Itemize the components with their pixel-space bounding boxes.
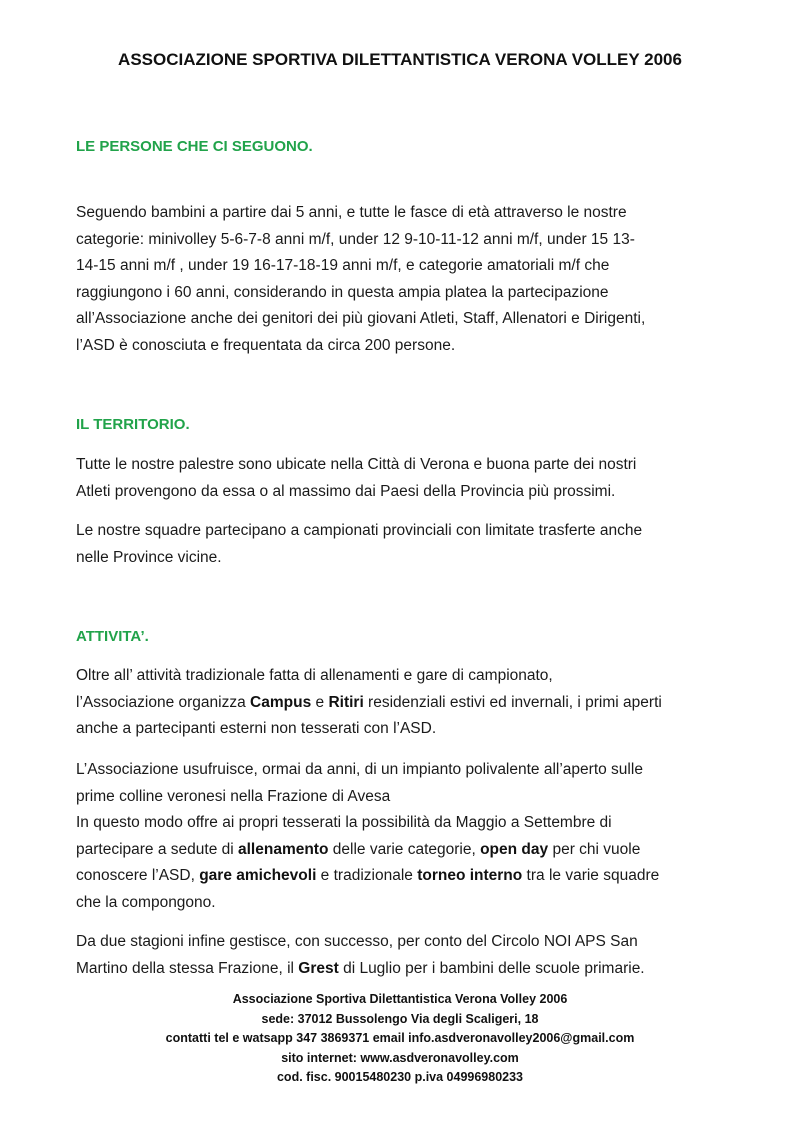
- bold-open-day: open day: [480, 840, 549, 858]
- text-line: Oltre all’ attività tradizionale fatta di allenamenti e gare di campionato,: [76, 667, 553, 684]
- text-line: [76, 956, 736, 983]
- footer-contacts: contatti tel e watsapp 347 3869371 email info.asdveronavolley2006@gmail.com: [165, 1031, 635, 1045]
- footer-tax-codes: cod. fisc. 90015480230 p.iva 04996980233: [276, 1070, 524, 1084]
- text-line: In questo modo offre ai propri tesserati la possibilità da Maggio a Settembre di: [76, 814, 612, 831]
- section-heading-persone: LE PERSONE CHE CI SEGUONO.: [76, 138, 313, 155]
- text-line: categorie: minivolley 5-6-7-8 anni m/f, under 12 9-10-11-12 anni m/f, under 15 13-: [76, 230, 635, 248]
- text-line: prime colline veronesi nella Frazione di Avesa: [76, 787, 391, 805]
- footer-address: sede: 37012 Bussolengo Via degli Scaligeri, 18: [261, 1011, 539, 1026]
- text-line: 14-15 anni m/f , under 19 16-17-18-19 anni m/f, e categorie amatoriali m/f che: [76, 257, 610, 274]
- paragraph-territorio-1: [76, 452, 736, 505]
- paragraph-attivita-3: [76, 929, 736, 982]
- paragraph-persone: [76, 200, 736, 359]
- text-line: nelle Province vicine.: [76, 548, 222, 566]
- text-span: l’Associazione organizza: [76, 693, 251, 711]
- text-line: Tutte le nostre palestre sono ubicate nella Città di Verona e buona parte dei nostri: [76, 456, 637, 473]
- text-span: per chi vuole: [548, 840, 641, 858]
- bold-gare-amichevoli: gare amichevoli: [199, 867, 317, 884]
- text-line: che la compongono.: [76, 893, 216, 911]
- text-span: residenziali estivi ed invernali, i primi aperti: [363, 693, 662, 711]
- text-span: delle varie categorie,: [328, 840, 481, 858]
- bold-torneo-interno: torneo interno: [417, 867, 523, 884]
- section-heading-attivita: ATTIVITA’.: [76, 628, 149, 645]
- text-line: [76, 863, 736, 890]
- text-line: l’ASD è conosciuta e frequentata da circa 200 persone.: [76, 336, 456, 354]
- paragraph-attivita-1: [76, 663, 736, 743]
- text-line: [76, 690, 736, 717]
- text-span: tra le varie squadre: [522, 867, 660, 884]
- text-line: anche a partecipanti esterni non tesserati con l’ASD.: [76, 720, 437, 737]
- document-title: ASSOCIAZIONE SPORTIVA DILETTANTISTICA VERONA VOLLEY 2006: [118, 50, 682, 69]
- paragraph-attivita-2: [76, 757, 736, 916]
- text-line: [76, 837, 736, 864]
- text-span: di Luglio per i bambini delle scuole primarie.: [338, 959, 645, 977]
- footer-website: sito internet: www.asdveronavolley.com: [281, 1050, 519, 1065]
- text-line: Atleti provengono da essa o al massimo dai Paesi della Provincia più prossimi.: [76, 482, 616, 500]
- page-footer: [0, 990, 800, 1088]
- bold-allenamento: allenamento: [238, 840, 329, 858]
- text-line: raggiungono i 60 anni, considerando in questa ampia platea la partecipazione: [76, 283, 609, 301]
- text-line: all’Associazione anche dei genitori dei più giovani Atleti, Staff, Allenatori e Dirigenti,: [76, 310, 646, 327]
- footer-name: Associazione Sportiva Dilettantistica Verona Volley 2006: [232, 992, 568, 1006]
- text-span: partecipare a sedute di: [76, 840, 238, 858]
- text-line: Le nostre squadre partecipano a campionati provinciali con limitate trasferte anche: [76, 522, 643, 539]
- bold-grest: Grest: [298, 959, 339, 977]
- text-line: L’Associazione usufruisce, ormai da anni, di un impianto polivalente all’aperto sulle: [76, 761, 643, 778]
- text-span: e tradizionale: [316, 867, 418, 884]
- paragraph-territorio-2: [76, 518, 736, 571]
- bold-ritiri: Ritiri: [328, 693, 364, 711]
- text-line: Seguendo bambini a partire dai 5 anni, e tutte le fasce di età attraverso le nostre: [76, 204, 627, 221]
- text-span: Martino della stessa Frazione, il: [76, 959, 299, 977]
- section-heading-territorio: IL TERRITORIO.: [76, 416, 190, 433]
- text-span: e: [311, 693, 329, 711]
- text-line: Da due stagioni infine gestisce, con successo, per conto del Circolo NOI APS San: [76, 933, 638, 950]
- bold-campus: Campus: [250, 693, 312, 711]
- text-span: conoscere l’ASD,: [76, 867, 200, 884]
